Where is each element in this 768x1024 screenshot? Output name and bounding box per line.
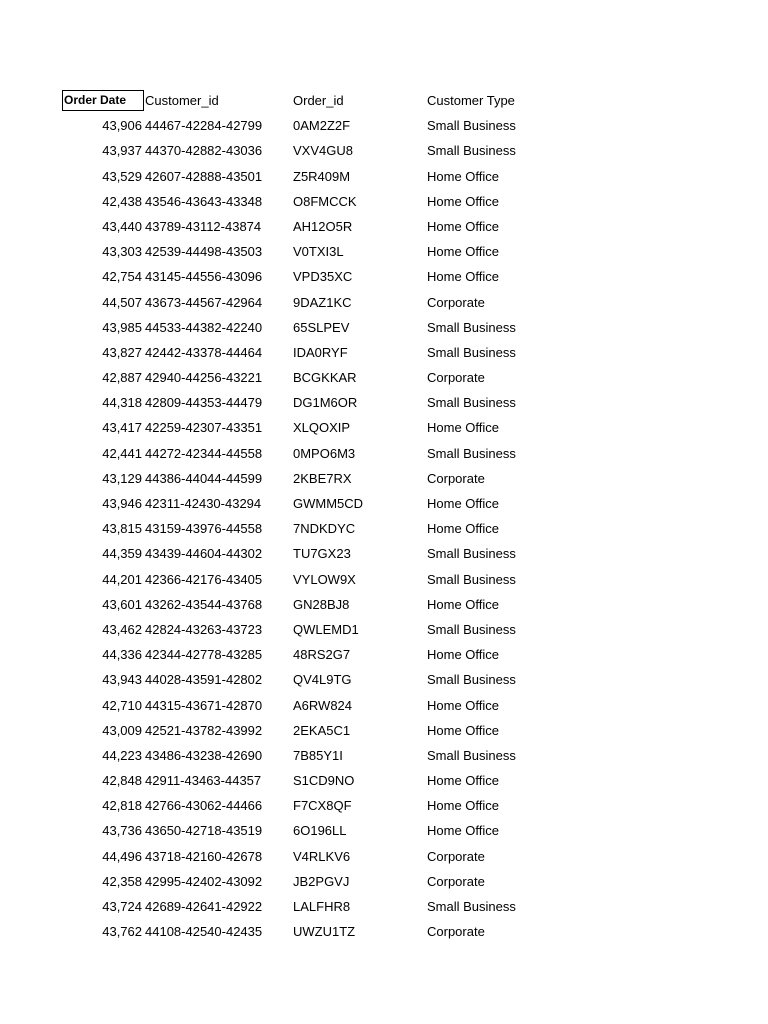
table-row <box>62 667 622 692</box>
customer-id-cell: 42259-42307-43351 <box>145 420 263 436</box>
customer-type-cell: Small Business <box>427 143 516 159</box>
customer-type-cell: Corporate <box>427 294 485 310</box>
order-date-cell: 43,440 <box>102 218 142 234</box>
customer-type-cell: Small Business <box>427 747 516 763</box>
order-id-cell: 7NDKDYC <box>293 521 356 537</box>
order-id-cell: QWLEMD1 <box>293 621 359 637</box>
customer-type-cell: Small Business <box>427 672 516 688</box>
order-date-cell: 43,815 <box>102 521 142 537</box>
order-date-cell: 43,529 <box>102 168 142 184</box>
table-row <box>62 818 622 843</box>
orders-table <box>62 88 622 944</box>
order-id-cell: 48RS2G7 <box>293 647 351 663</box>
order-id-cell: 2EKA5C1 <box>293 722 351 738</box>
order-id-cell: 7B85Y1I <box>293 747 343 763</box>
table-row <box>62 743 622 768</box>
order-date-cell: 43,417 <box>102 420 142 436</box>
customer-type-cell: Home Office <box>427 773 500 789</box>
order-id-cell: XLQOXIP <box>293 420 351 436</box>
order-date-cell: 42,441 <box>102 445 142 461</box>
table-row <box>62 541 622 566</box>
order-date-cell: 44,496 <box>102 848 142 864</box>
header-order-id: Order_id <box>293 93 344 108</box>
order-date-cell: 43,985 <box>102 319 142 335</box>
order-date-cell: 43,009 <box>102 722 142 738</box>
customer-type-cell: Home Office <box>427 168 500 184</box>
order-date-cell: 44,223 <box>102 747 142 763</box>
customer-type-cell: Small Business <box>427 621 516 637</box>
customer-type-cell: Corporate <box>427 924 485 940</box>
order-date-cell: 43,937 <box>102 143 142 159</box>
order-id-cell: 0AM2Z2F <box>293 118 351 134</box>
customer-id-cell: 44315-43671-42870 <box>145 697 263 713</box>
table-header-row <box>62 88 622 113</box>
customer-id-cell: 44467-42284-42799 <box>145 118 263 134</box>
table-row <box>62 617 622 642</box>
order-date-cell: 42,754 <box>102 269 142 285</box>
order-date-cell: 43,462 <box>102 621 142 637</box>
customer-id-cell: 43673-44567-42964 <box>145 294 263 310</box>
table-row <box>62 919 622 944</box>
customer-type-cell: Home Office <box>427 420 500 436</box>
order-id-cell: 65SLPEV <box>293 319 350 335</box>
order-date-cell: 42,710 <box>102 697 142 713</box>
table-row <box>62 365 622 390</box>
table-row <box>62 214 622 239</box>
order-date-cell: 42,818 <box>102 798 142 814</box>
customer-id-cell: 42521-43782-43992 <box>145 722 263 738</box>
order-date-cell: 44,318 <box>102 395 142 411</box>
customer-id-cell: 43789-43112-43874 <box>145 218 262 234</box>
customer-type-cell: Home Office <box>427 823 500 839</box>
table-row <box>62 239 622 264</box>
customer-id-cell: 42539-44498-43503 <box>145 244 263 260</box>
order-id-cell: TU7GX23 <box>293 546 351 562</box>
customer-type-cell: Small Business <box>427 899 516 914</box>
order-id-cell: VYLOW9X <box>293 571 356 587</box>
order-date-cell: 44,201 <box>102 571 142 587</box>
order-date-cell: 43,762 <box>102 924 142 940</box>
header-customer-type: Customer Type <box>427 93 515 108</box>
table-row <box>62 844 622 869</box>
customer-id-cell: 42809-44353-44479 <box>145 395 263 411</box>
customer-id-cell: 43159-43976-44558 <box>145 521 263 537</box>
table-row <box>62 642 622 667</box>
header-order-date[interactable]: Order Date <box>62 90 144 111</box>
customer-id-cell: 42442-43378-44464 <box>145 344 263 360</box>
table-row <box>62 718 622 743</box>
customer-id-cell: 42344-42778-43285 <box>145 647 263 663</box>
order-date-cell: 42,438 <box>102 193 142 209</box>
table-row <box>62 592 622 617</box>
customer-type-cell: Small Business <box>427 118 516 134</box>
customer-type-cell: Small Business <box>427 546 516 562</box>
customer-type-cell: Home Office <box>427 193 500 209</box>
customer-id-cell: 42911-43463-44357 <box>145 773 262 789</box>
order-date-cell: 43,601 <box>102 596 142 612</box>
customer-id-cell: 42607-42888-43501 <box>145 168 263 184</box>
order-id-cell: F7CX8QF <box>293 798 352 814</box>
order-id-cell: BCGKKAR <box>293 370 357 386</box>
order-date-cell: 42,848 <box>102 773 142 789</box>
order-date-cell: 43,724 <box>102 899 142 914</box>
table-row <box>62 315 622 340</box>
table-row <box>62 567 622 592</box>
customer-id-cell: 42940-44256-43221 <box>145 370 263 386</box>
order-date-cell: 43,946 <box>102 496 142 511</box>
customer-type-cell: Corporate <box>427 873 485 889</box>
order-id-cell: Z5R409M <box>293 168 351 184</box>
table-row <box>62 894 622 919</box>
order-date-cell: 43,129 <box>102 470 142 486</box>
order-date-cell: 43,736 <box>102 823 142 839</box>
order-id-cell: S1CD9NO <box>293 773 355 789</box>
order-id-cell: UWZU1TZ <box>293 924 356 940</box>
order-date-cell: 42,358 <box>102 873 142 889</box>
order-date-cell: 43,943 <box>102 672 142 688</box>
table-row <box>62 869 622 894</box>
customer-id-cell: 42766-43062-44466 <box>145 798 263 814</box>
order-id-cell: A6RW824 <box>293 697 353 713</box>
customer-id-cell: 43486-43238-42690 <box>145 747 263 763</box>
order-date-cell: 43,827 <box>102 344 142 360</box>
table-row <box>62 390 622 415</box>
order-id-cell: LALFHR8 <box>293 899 351 914</box>
table-row <box>62 693 622 718</box>
table-row <box>62 466 622 491</box>
header-customer-id: Customer_id <box>145 93 219 108</box>
customer-type-cell: Small Business <box>427 344 516 360</box>
customer-type-cell: Home Office <box>427 697 500 713</box>
order-date-cell: 44,507 <box>102 294 142 310</box>
order-id-cell: JB2PGVJ <box>293 873 350 889</box>
customer-type-cell: Home Office <box>427 269 500 285</box>
customer-type-cell: Corporate <box>427 370 485 386</box>
customer-id-cell: 42311-42430-43294 <box>145 496 262 511</box>
table-row <box>62 290 622 315</box>
order-id-cell: 9DAZ1KC <box>293 294 352 310</box>
customer-type-cell: Corporate <box>427 470 485 486</box>
order-id-cell: 6O196LL <box>293 823 347 839</box>
order-id-cell: V0TXI3L <box>293 244 344 260</box>
table-row <box>62 138 622 163</box>
customer-type-cell: Home Office <box>427 521 500 537</box>
order-id-cell: VXV4GU8 <box>293 143 353 159</box>
table-row <box>62 793 622 818</box>
table-row <box>62 516 622 541</box>
customer-id-cell: 44386-44044-44599 <box>145 470 263 486</box>
table-row <box>62 415 622 440</box>
customer-id-cell: 43262-43544-43768 <box>145 596 263 612</box>
order-date-cell: 43,906 <box>102 118 142 134</box>
order-date-cell: 43,303 <box>102 244 142 260</box>
customer-id-cell: 43145-44556-43096 <box>145 269 263 285</box>
customer-id-cell: 43439-44604-44302 <box>145 546 263 562</box>
order-id-cell: AH12O5R <box>293 218 353 234</box>
customer-id-cell: 44370-42882-43036 <box>145 143 263 159</box>
order-id-cell: V4RLKV6 <box>293 848 351 864</box>
customer-type-cell: Small Business <box>427 395 516 411</box>
order-id-cell: QV4L9TG <box>293 672 352 688</box>
order-id-cell: 0MPO6M3 <box>293 445 356 461</box>
order-id-cell: GN28BJ8 <box>293 596 350 612</box>
customer-type-cell: Home Office <box>427 798 500 814</box>
customer-id-cell: 44272-42344-44558 <box>145 445 263 461</box>
table-body <box>62 113 622 944</box>
customer-type-cell: Corporate <box>427 848 485 864</box>
order-id-cell: O8FMCCK <box>293 193 357 209</box>
table-row <box>62 491 622 516</box>
table-row <box>62 264 622 289</box>
table-row <box>62 189 622 214</box>
order-date-cell: 44,359 <box>102 546 142 562</box>
order-id-cell: IDA0RYF <box>293 344 348 360</box>
customer-id-cell: 44028-43591-42802 <box>145 672 263 688</box>
customer-id-cell: 43650-42718-43519 <box>145 823 263 839</box>
order-date-cell: 42,887 <box>102 370 142 386</box>
order-date-cell: 44,336 <box>102 647 142 663</box>
customer-type-cell: Home Office <box>427 596 500 612</box>
order-id-cell: VPD35XC <box>293 269 353 285</box>
customer-type-cell: Home Office <box>427 218 500 234</box>
table-row <box>62 340 622 365</box>
customer-type-cell: Home Office <box>427 722 500 738</box>
customer-type-cell: Home Office <box>427 647 500 663</box>
customer-id-cell: 42689-42641-42922 <box>145 899 263 914</box>
order-id-cell: 2KBE7RX <box>293 470 352 486</box>
order-id-cell: DG1M6OR <box>293 395 358 411</box>
table-row <box>62 113 622 138</box>
customer-type-cell: Small Business <box>427 319 516 335</box>
customer-type-cell: Home Office <box>427 496 500 511</box>
customer-type-cell: Small Business <box>427 571 516 587</box>
customer-type-cell: Home Office <box>427 244 500 260</box>
customer-id-cell: 42366-42176-43405 <box>145 571 263 587</box>
customer-id-cell: 42995-42402-43092 <box>145 873 263 889</box>
table-row <box>62 441 622 466</box>
customer-id-cell: 44108-42540-42435 <box>145 924 263 940</box>
table-row <box>62 164 622 189</box>
customer-id-cell: 44533-44382-42240 <box>145 319 263 335</box>
order-id-cell: GWMM5CD <box>293 496 364 511</box>
customer-type-cell: Small Business <box>427 445 516 461</box>
customer-id-cell: 43718-42160-42678 <box>145 848 263 864</box>
table-row <box>62 768 622 793</box>
customer-id-cell: 42824-43263-43723 <box>145 621 263 637</box>
customer-id-cell: 43546-43643-43348 <box>145 193 263 209</box>
